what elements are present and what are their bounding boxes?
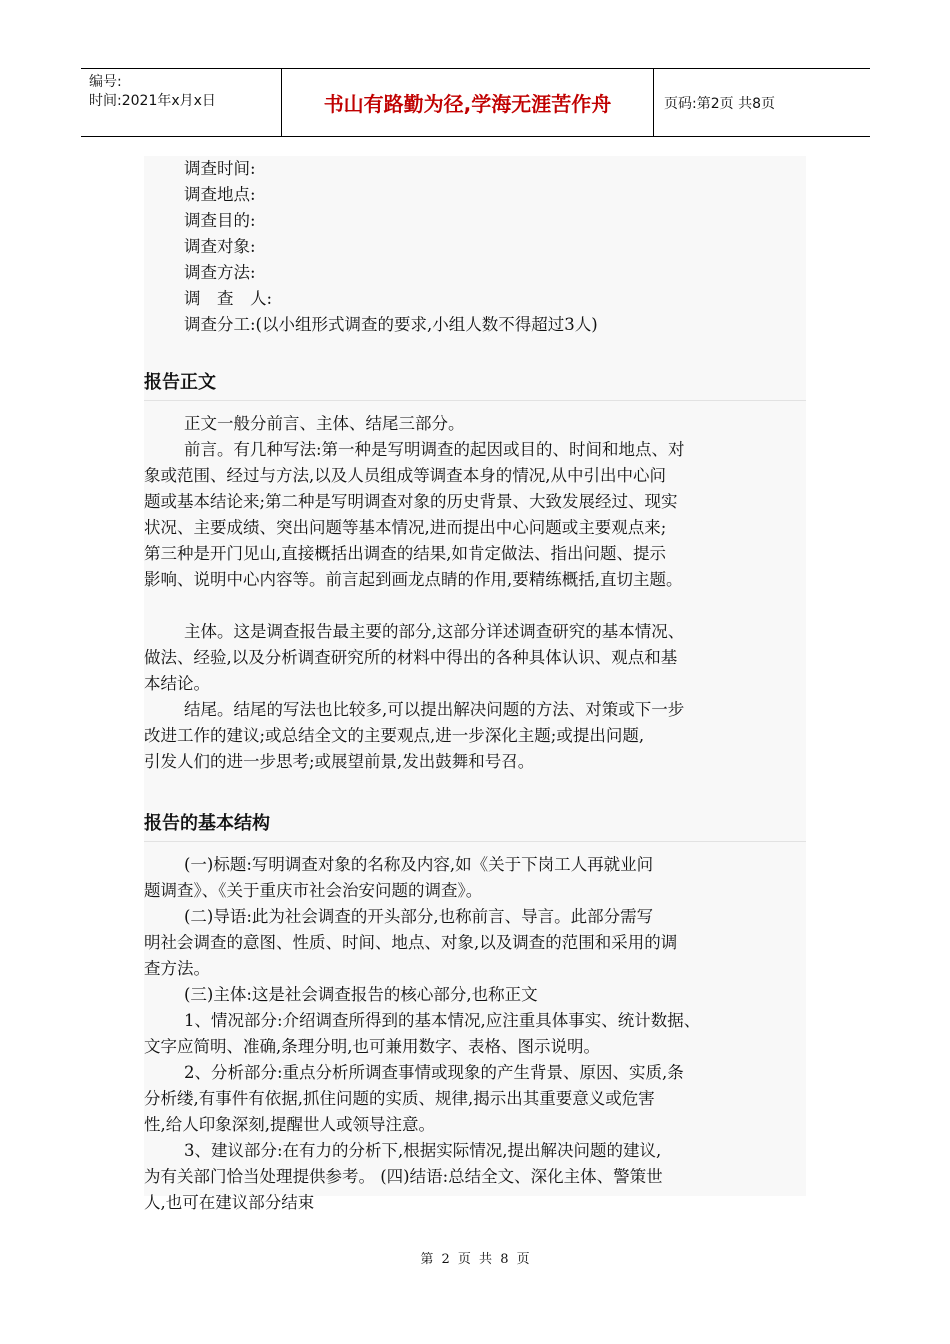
text-line: 3、建议部分:在有力的分析下,根据实际情况,提出解决问题的建议, [184, 1141, 662, 1160]
document-body [144, 156, 806, 1212]
document-header [81, 68, 870, 137]
structure-content [144, 852, 806, 1216]
text-line: 明社会调查的意图、性质、时间、地点、对象,以及调查的范围和采用的调 [144, 933, 678, 952]
paragraph-preface [144, 437, 806, 593]
header-meta-cell [81, 69, 282, 136]
section-title-basic-structure: 报告的基本结构 [144, 809, 806, 842]
text-line: 为有关部门恰当处理提供参考。 (四)结语:总结全文、深化主体、警策世 [144, 1167, 663, 1186]
document-date-label: 时间:2021年x月x日 [89, 93, 216, 109]
text-line: 影响、说明中心内容等。前言起到画龙点睛的作用,要精练概括,直切主题。 [144, 570, 683, 589]
text-line: (一)标题:写明调查对象的名称及内容,如《关于下岗工人再就业问 [184, 855, 654, 874]
info-survey-purpose: 调查目的: [184, 211, 256, 230]
paragraph-main-body [144, 619, 806, 697]
text-line: 本结论。 [144, 674, 210, 693]
text-line: (三)主体:这是社会调查报告的核心部分,也称正文 [184, 985, 538, 1004]
paragraph-conclusion [144, 697, 806, 775]
text-line: 前言。有几种写法:第一种是写明调查的起因或目的、时间和地点、对 [184, 440, 685, 459]
text-line: 2、分析部分:重点分析所调查事情或现象的产生背景、原因、实质,条 [184, 1063, 684, 1082]
document-number-label: 编号: [89, 74, 122, 90]
text-line: 题或基本结论来;第二种是写明调查对象的历史背景、大致发展经过、现实 [144, 492, 678, 511]
text-line: 结尾。结尾的写法也比较多,可以提出解决问题的方法、对策或下一步 [184, 700, 685, 719]
info-survey-method: 调查方法: [184, 263, 256, 282]
text-line: 查方法。 [144, 959, 210, 978]
page-footer: 第 2 页 共 8 页 [420, 1252, 530, 1267]
text-line: (二)导语:此为社会调查的开头部分,也称前言、导言。此部分需写 [184, 907, 654, 926]
info-survey-subject: 调查对象: [184, 237, 256, 256]
text-line: 主体。这是调查报告最主要的部分,这部分详述调查研究的基本情况、 [184, 622, 685, 641]
info-surveyor: 调 查 人: [184, 289, 273, 308]
text-line: 题调查》、《关于重庆市社会治安问题的调查》。 [144, 881, 483, 900]
header-motto: 书山有路勤为径,学海无涯苦作舟 [282, 69, 654, 136]
text-line: 第三种是开门见山,直接概括出调查的结果,如肯定做法、指出问题、提示 [144, 544, 666, 563]
text-line: 1、情况部分:介绍调查所得到的基本情况,应注重具体事实、统计数据、 [184, 1011, 701, 1030]
survey-info-block [144, 156, 806, 338]
info-division-of-work: 调查分工:(以小组形式调查的要求,小组人数不得超过3人) [184, 315, 598, 334]
header-page-info: 页码:第2页 共8页 [664, 95, 775, 112]
text-line: 象或范围、经过与方法,以及人员组成等调查本身的情况,从中引出中心问 [144, 466, 666, 485]
text-line: 引发人们的进一步思考;或展望前景,发出鼓舞和号召。 [144, 752, 535, 771]
info-survey-location: 调查地点: [184, 185, 256, 204]
text-line: 状况、主要成绩、突出问题等基本情况,进而提出中心问题或主要观点来; [144, 518, 667, 537]
paragraph-overview: 正文一般分前言、主体、结尾三部分。 [184, 414, 465, 433]
text-line: 人,也可在建议部分结束 [144, 1193, 315, 1212]
text-line: 文字应简明、准确,条理分明,也可兼用数字、表格、图示说明。 [144, 1037, 600, 1056]
section-title-report-body: 报告正文 [144, 368, 806, 401]
text-line: 改进工作的建议;或总结全文的主要观点,进一步深化主题;或提出问题, [144, 726, 645, 745]
info-survey-time: 调查时间: [184, 159, 256, 178]
text-line: 分析缕,有事件有依据,抓住问题的实质、规律,揭示出其重要意义或危害 [144, 1089, 655, 1108]
text-line: 做法、经验,以及分析调查研究所的材料中得出的各种具体认识、观点和基 [144, 648, 678, 667]
text-line: 性,给人印象深刻,提醒世人或领导注意。 [144, 1115, 435, 1134]
